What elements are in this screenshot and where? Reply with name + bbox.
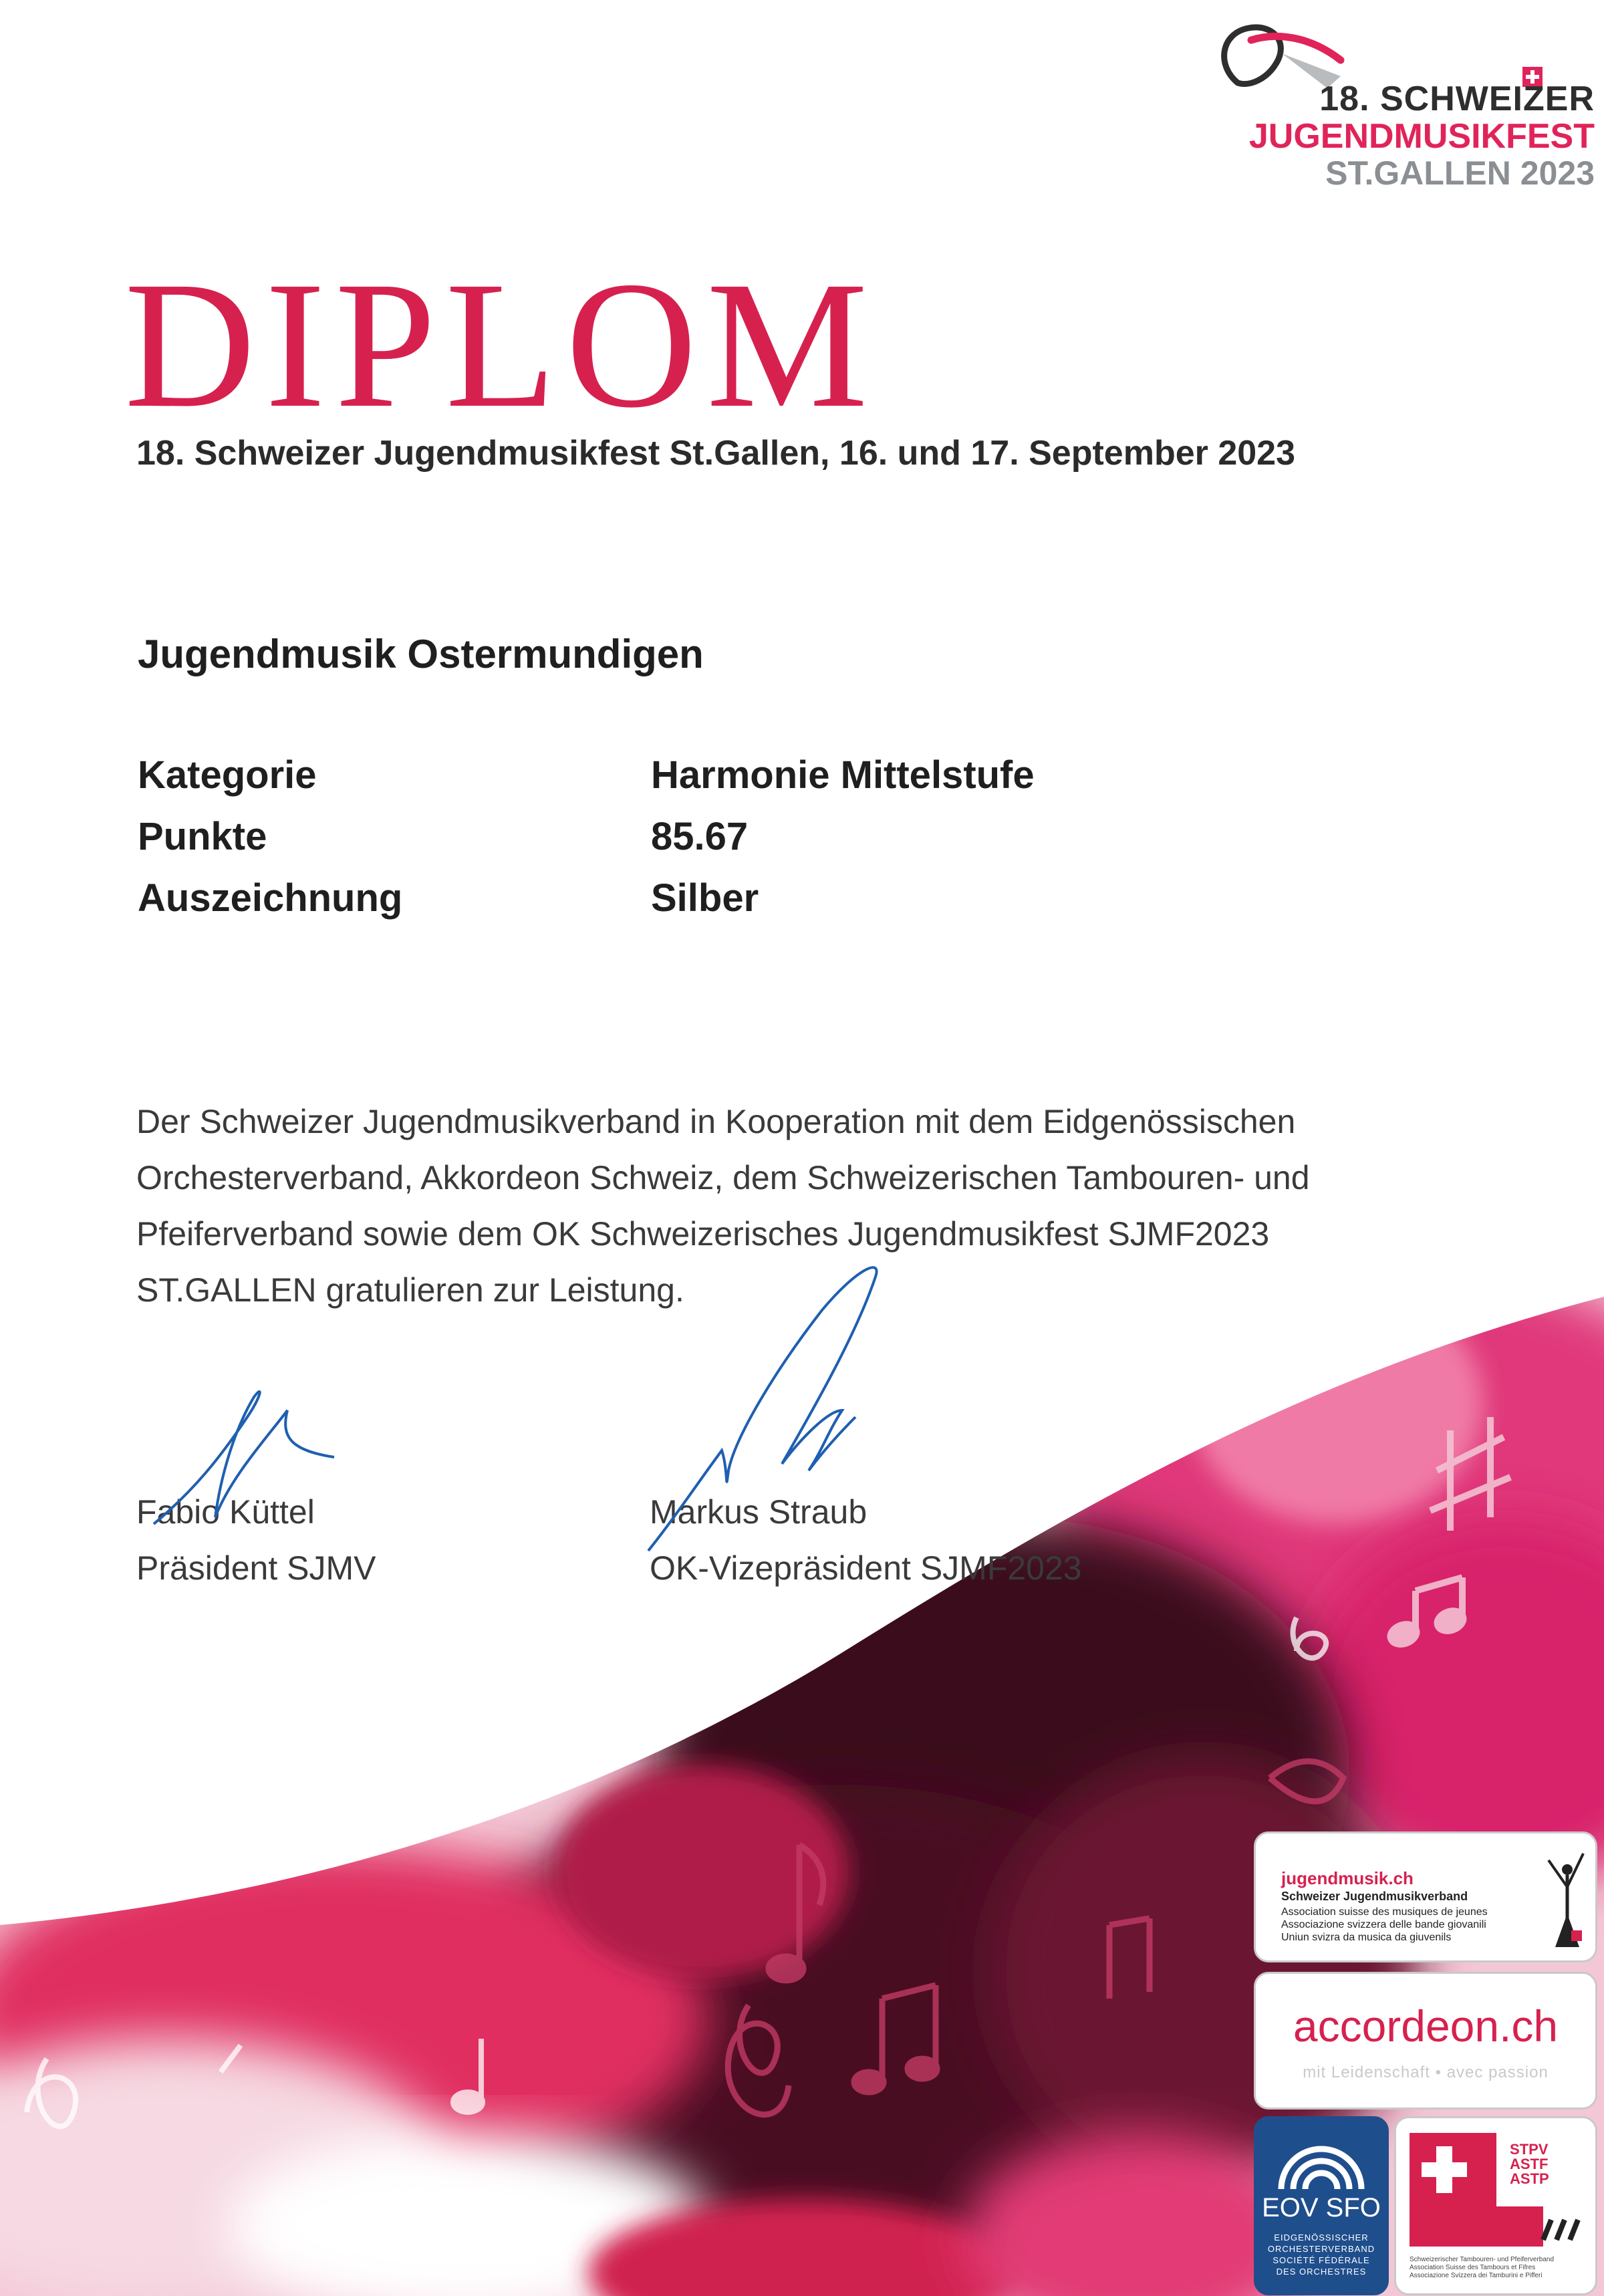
signatory-name: Fabio Küttel (136, 1493, 315, 1531)
eov-line: DES ORCHESTRES (1276, 2267, 1367, 2277)
eov-lines (1256, 2232, 1387, 2277)
detail-value: 85.67 (651, 815, 749, 858)
arch-icon (1268, 2128, 1375, 2194)
signatory-2 (650, 1484, 1082, 1596)
drum-flag-icon (1410, 2133, 1583, 2253)
jugendmusik-lines (1281, 1906, 1535, 1944)
jugendmusik-name: Schweizer Jugendmusikverband (1281, 1890, 1468, 1903)
detail-value: Silber (651, 876, 759, 920)
body-line: Orchesterverband, Akkordeon Schweiz, dem Schweizerischen Tambouren- und (136, 1159, 1310, 1196)
signatory-role: OK-Vizepräsident SJMF2023 (650, 1549, 1082, 1587)
detail-label: Auszeichnung (138, 876, 403, 920)
stpv-abbr (1510, 2142, 1549, 2186)
jugendmusik-site: jugendmusik.ch (1281, 1868, 1414, 1888)
detail-row-award (138, 876, 759, 920)
signatory-1 (136, 1484, 376, 1596)
detail-label: Punkte (138, 815, 267, 858)
signatory-role: Präsident SJMV (136, 1549, 376, 1587)
detail-value: Harmonie Mittelstufe (651, 753, 1035, 797)
jugendmusik-line: Association suisse des musiques de jeunes (1281, 1906, 1488, 1918)
eov-sfo-logo (1254, 2116, 1389, 2295)
organization-name: Jugendmusik Ostermundigen (138, 632, 704, 676)
conductor-figure-icon (1542, 1840, 1589, 1954)
body-line: Der Schweizer Jugendmusikverband in Kooperation mit dem Eidgenössischen (136, 1103, 1296, 1140)
eov-line: ORCHESTERVERBAND (1267, 2244, 1375, 2254)
festival-logo-line2: JUGENDMUSIKFEST (1248, 117, 1595, 156)
event-subtitle: 18. Schweizer Jugendmusikfest St.Gallen, 16. und 17. September 2023 (136, 434, 1296, 473)
festival-logo (1210, 13, 1604, 194)
stpv-abbr-line: STPV (1510, 2141, 1549, 2158)
accordeon-site: accordeon.ch (1293, 2001, 1559, 2051)
festival-logo-line1: 18. SCHWEIZER (1319, 80, 1595, 118)
accordeon-logo (1254, 1972, 1597, 2110)
festival-logo-line3: ST.GALLEN 2023 (1325, 154, 1595, 192)
page-title: DIPLOM (124, 244, 878, 445)
accordeon-tagline: mit Leidenschaft • avec passion (1303, 2063, 1549, 2081)
detail-label: Kategorie (138, 753, 317, 797)
jugendmusik-logo (1254, 1831, 1597, 1962)
detail-row-category (138, 753, 1035, 797)
stpv-line: Schweizerischer Tambouren- und Pfeiferverband (1410, 2256, 1555, 2263)
body-line: Pfeiferverband sowie dem OK Schweizerisches Jugendmusikfest SJMF2023 (136, 1215, 1270, 1253)
detail-row-points (138, 814, 749, 859)
stpv-logo (1394, 2116, 1597, 2295)
jugendmusik-line: Uniun svizra da musica da giuvenils (1281, 1932, 1452, 1943)
stpv-line: Associazione Svizzera dei Tamburini e Pifferi (1410, 2272, 1543, 2279)
jugendmusik-line: Associazione svizzera delle bande giovanili (1281, 1919, 1486, 1930)
signatory-name: Markus Straub (650, 1493, 867, 1531)
stpv-lines (1410, 2256, 1583, 2280)
stpv-abbr-line: ASTF (1510, 2156, 1549, 2172)
eov-line: SOCIÉTÉ FÉDÉRALE (1273, 2255, 1370, 2265)
stpv-abbr-line: ASTP (1510, 2170, 1549, 2187)
eov-abbr: EOV SFO (1262, 2193, 1381, 2222)
congratulation-text (136, 1094, 1406, 1318)
eov-line: EIDGENÖSSISCHER (1274, 2233, 1369, 2243)
stpv-line: Association Suisse des Tambours et Fifres (1410, 2264, 1536, 2271)
body-line: ST.GALLEN gratulieren zur Leistung. (136, 1271, 684, 1309)
